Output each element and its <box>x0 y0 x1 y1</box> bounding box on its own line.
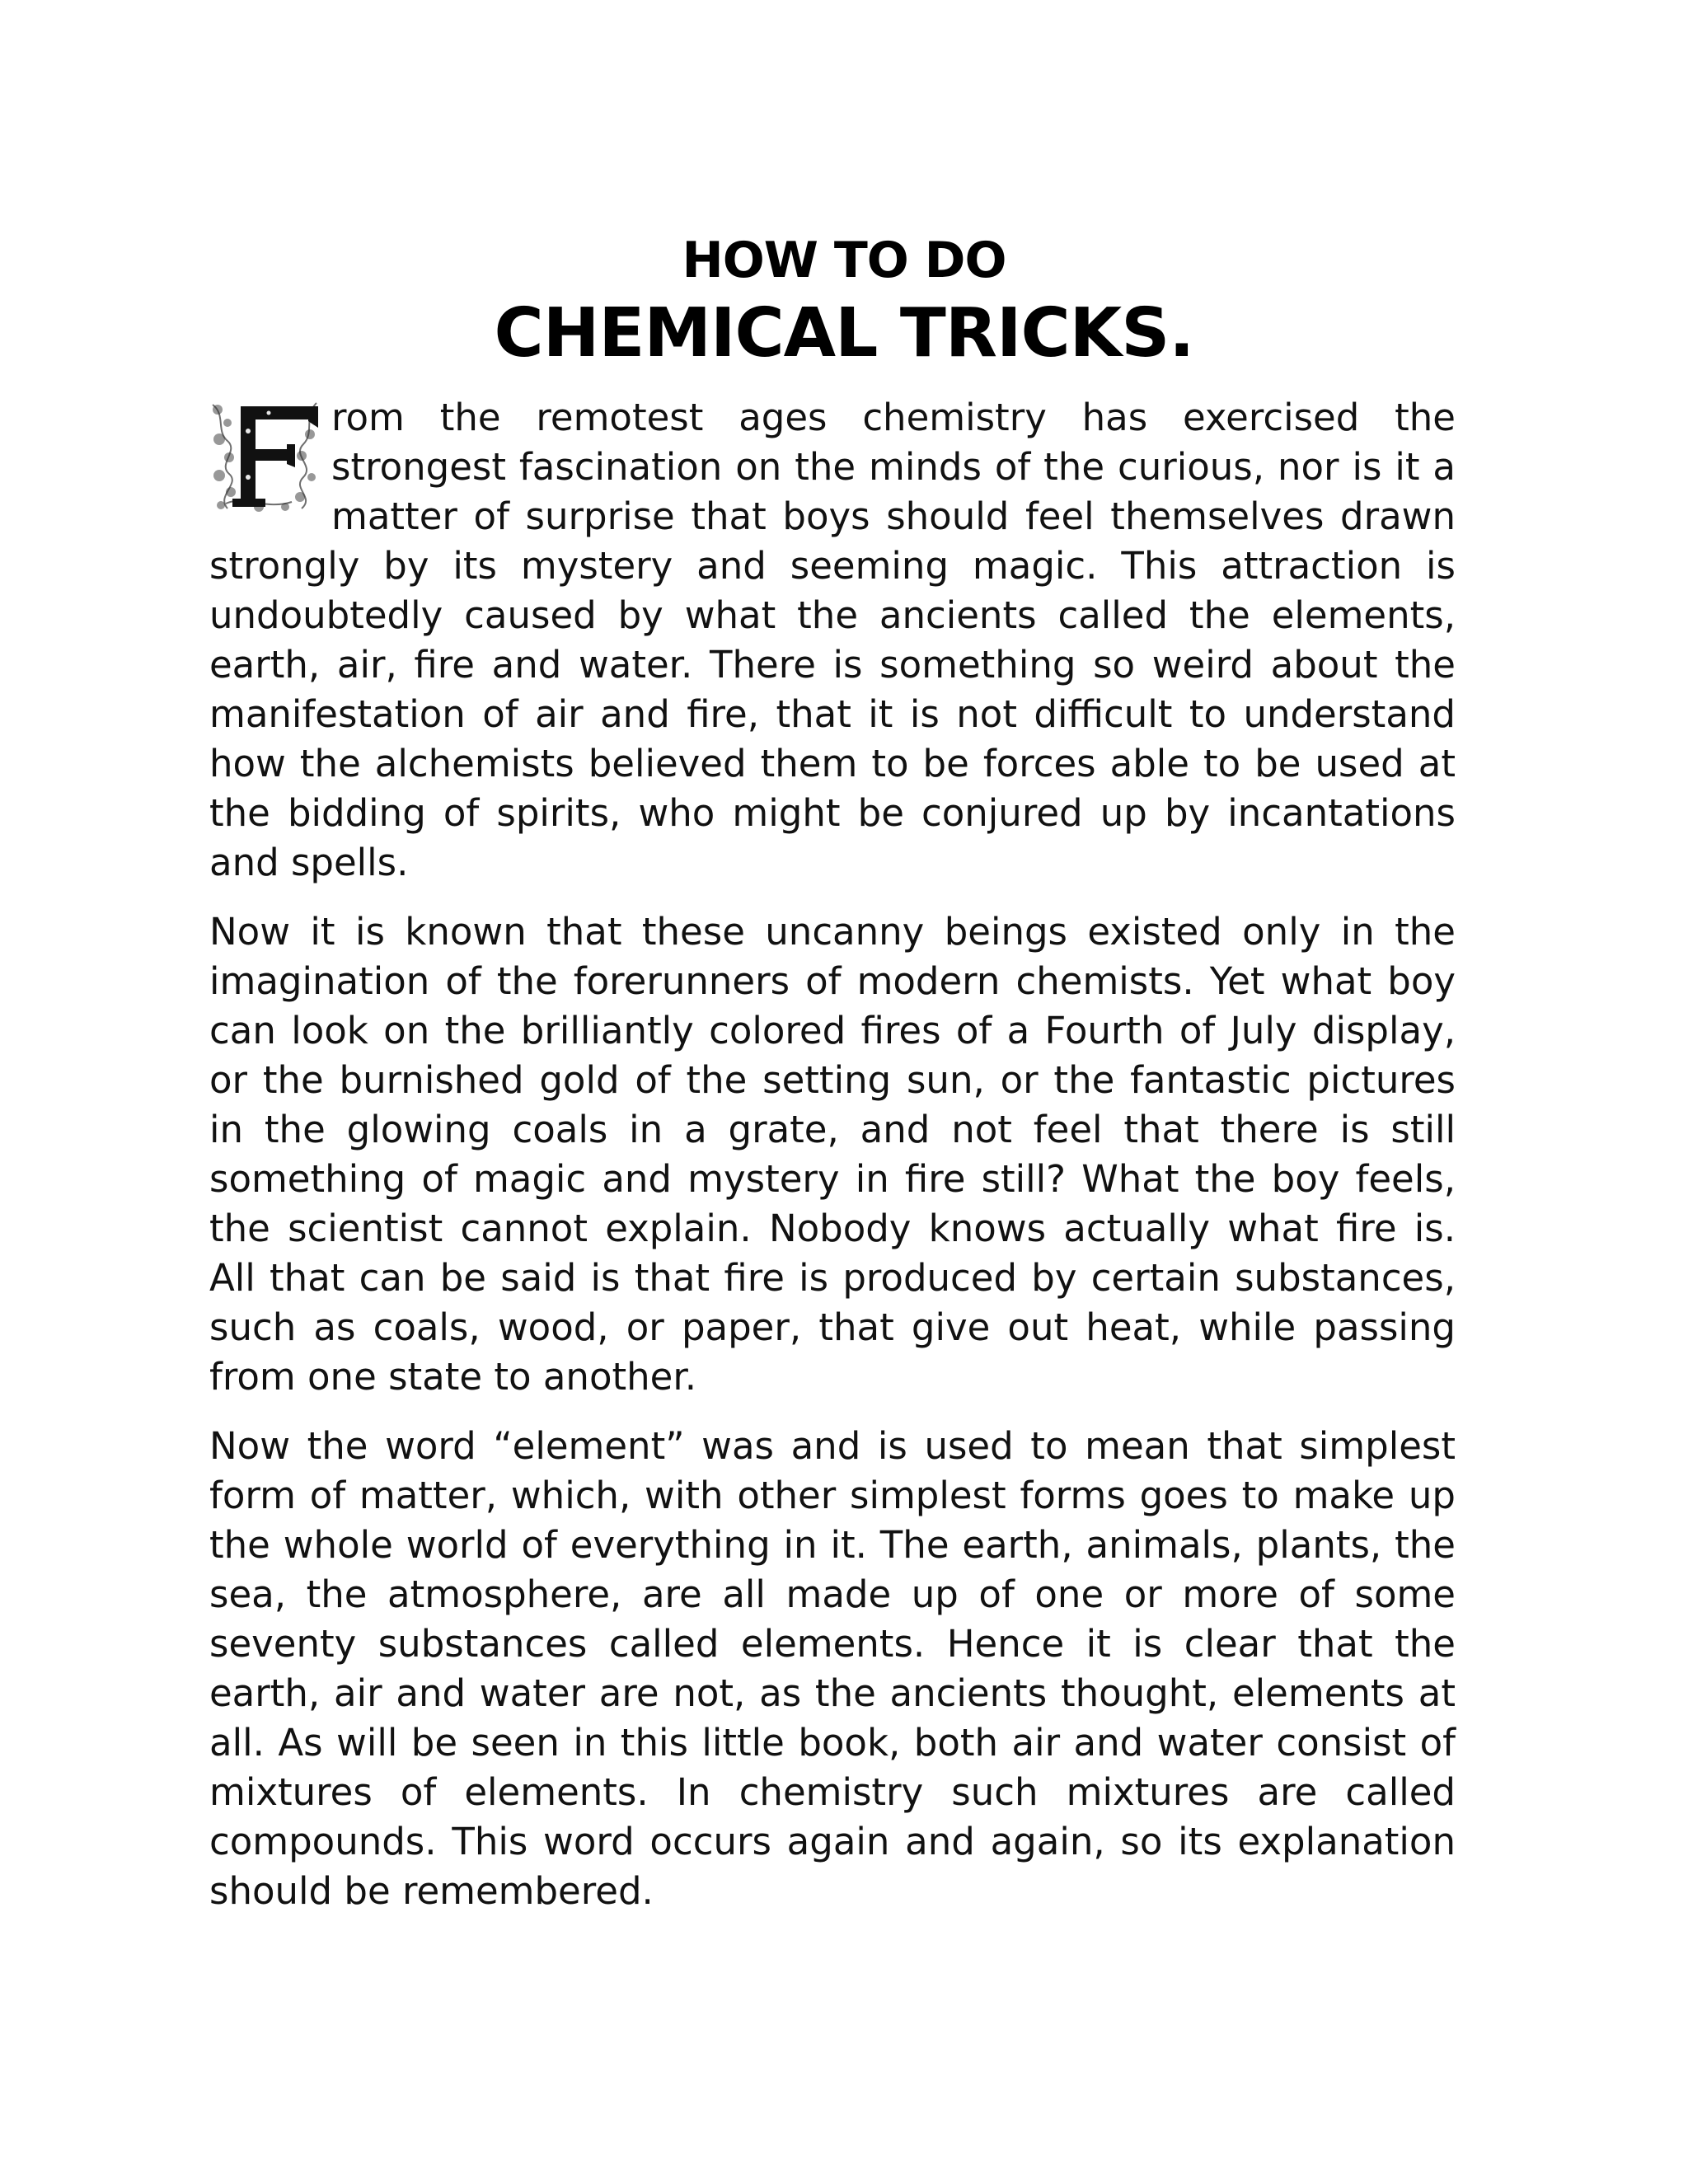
page-title-line-1: HOW TO DO <box>682 232 1006 289</box>
paragraph-1 <box>209 393 1456 888</box>
page-title-line-2: CHEMICAL TRICKS. <box>494 294 1194 373</box>
paragraph-3: Now the word “element” was and is used to mean that simplest form of matter, which, with other simplest forms goes to make up the whole world of everything in it. The earth, animals, plants, the sea, the atmosphere, are all made up of one or more of some seventy substances called elements. Hence it is clear that the earth, air and water are not, as the ancients thought, elements at all. As will be seen in this little book, both air and water consist of mixtures of elements. In chemistry such mixtures are called compounds. This word occurs again and again, so its explanation should be remembered. <box>209 1424 1456 1913</box>
paragraph-1-text: rom the remotest ages chemistry has exercised the strongest fascination on the minds of the curious, nor is it a matter of surprise that boys should feel themselves drawn strongly by its mystery and seeming magic. This attraction is undoubtedly caused by what the ancients called the elements, earth, air, fire and water. There is something so weird about the manifestation of air and fire, that it is not difficult to understand how the alchemists believed them to be forces able to be used at the bidding of spirits, who might be conjured up by incantations and spells. <box>209 396 1456 884</box>
title-block <box>0 231 1688 374</box>
body-text <box>209 393 1456 1936</box>
paragraph-2: Now it is known that these uncanny beings existed only in the imagination of the forerunners of modern chemists. Yet what boy can look on the brilliantly colored fires of a Fourth of July display, or the burnished gold of the setting sun, or the fantastic pictures in the glowing coals in a grate, and not feel that there is still something of magic and mystery in fire still? What the boy feels, the scientist cannot explain. Nobody knows actually what fire is. All that can be said is that fire is produced by certain substances, such as coals, wood, or paper, that give out heat, while passing from one state to another. <box>209 910 1456 1399</box>
ornamental-drop-cap-icon <box>209 398 321 512</box>
